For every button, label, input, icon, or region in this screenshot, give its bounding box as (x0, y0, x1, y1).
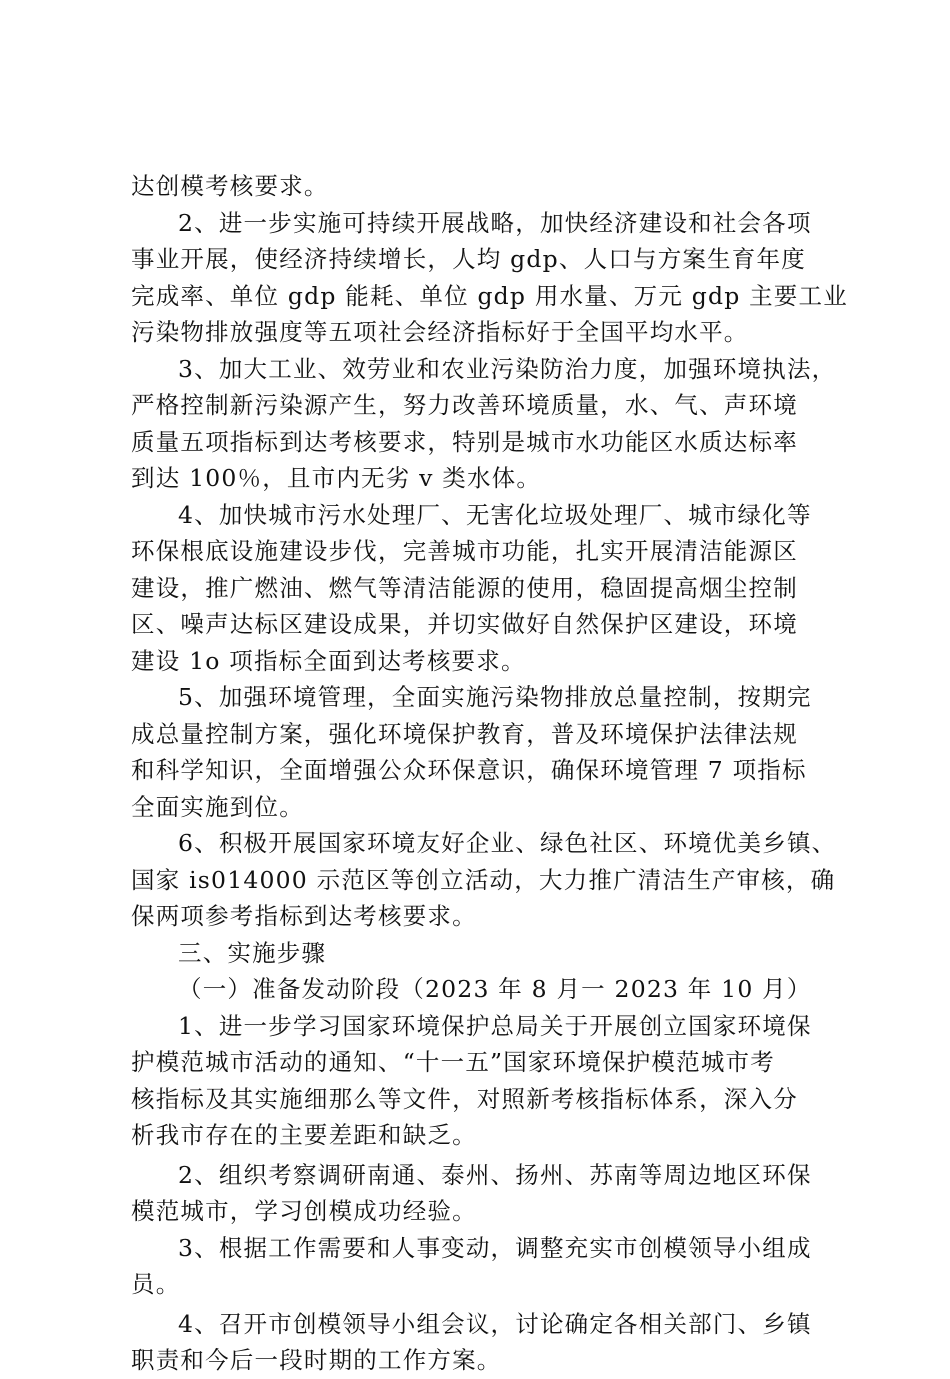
text-line: 4、加快城市污水处理厂、无害化垃圾处理厂、城市绿化等 (178, 500, 812, 529)
text-line: 1、进一步学习国家环境保护总局关于开展创立国家环境保 (178, 1011, 812, 1040)
text-line: 保两项参考指标到达考核要求。 (131, 902, 477, 930)
text-line: 和科学知识，全面增强公众环保意识，确保环境管理 7 项指标 (131, 756, 807, 784)
text-line: 事业开展，使经济持续增长，人均 gdp、人口与方案生育年度 (131, 245, 806, 273)
text-line: 成总量控制方案，强化环境保护教育，普及环境保护法律法规 (131, 719, 798, 748)
text-line: 3、加大工业、效劳业和农业污染防治力度，加强环境执法， (178, 354, 837, 383)
text-line: 环保根底设施建设步伐，完善城市功能，扎实开展清洁能源区 (131, 537, 798, 565)
text-line: 建设 1o 项指标全面到达考核要求。 (131, 646, 526, 675)
text-line: 全面实施到位。 (131, 792, 304, 821)
text-line: 职责和今后一段时期的工作方案。 (131, 1346, 502, 1374)
text-line: 护模范城市活动的通知、“十一五”国家环境保护模范城市考 (131, 1048, 775, 1076)
text-line: 完成率、单位 gdp 能耗、单位 gdp 用水量、万元 gdp 主要工业 (131, 281, 848, 310)
text-line: 3、根据工作需要和人事变动，调整充实市创模领导小组成 (178, 1233, 812, 1262)
text-line: 到达 100％，且市内无劣 v 类水体。 (131, 464, 542, 492)
text-line: 污染物排放强度等五项社会经济指标好于全国平均水平。 (131, 318, 749, 346)
text-line: 2、组织考察调研南通、泰州、扬州、苏南等周边地区环保 (178, 1160, 812, 1189)
text-line: 质量五项指标到达考核要求，特别是城市水功能区水质达标率 (131, 427, 798, 456)
text-line: 国家 is014000 示范区等创立活动，大力推广清洁生产审核，确 (131, 865, 836, 894)
text-line: 三、实施步骤 (178, 938, 327, 967)
text-line: 严格控制新污染源产生，努力改善环境质量，水、气、声环境 (131, 391, 798, 419)
text-line: 核指标及其实施细那么等文件，对照新考核指标体系，深入分 (131, 1084, 798, 1113)
text-line: 6、积极开展国家环境友好企业、绿色社区、环境优美乡镇、 (178, 829, 837, 857)
text-line: 区、噪声达标区建设成果，并切实做好自然保护区建设，环境 (131, 610, 798, 638)
text-line: 2、进一步实施可持续开展战略，加快经济建设和社会各项 (178, 208, 812, 237)
text-line: 建设，推广燃油、燃气等清洁能源的使用，稳固提高烟尘控制 (131, 573, 798, 602)
document-body (131, 168, 846, 1379)
text-line: （一）准备发动阶段（2023 年 8 月一 2023 年 10 月） (178, 975, 812, 1003)
text-line: 5、加强环境管理，全面实施污染物排放总量控制，按期完 (178, 683, 812, 711)
text-line: 达创模考核要求。 (131, 172, 329, 200)
text-line: 模范城市，学习创模成功经验。 (131, 1197, 477, 1225)
text-line: 4、召开市创模领导小组会议，讨论确定各相关部门、乡镇 (178, 1309, 812, 1338)
text-line: 析我市存在的主要差距和缺乏。 (131, 1121, 477, 1149)
text-line: 员。 (131, 1270, 181, 1298)
